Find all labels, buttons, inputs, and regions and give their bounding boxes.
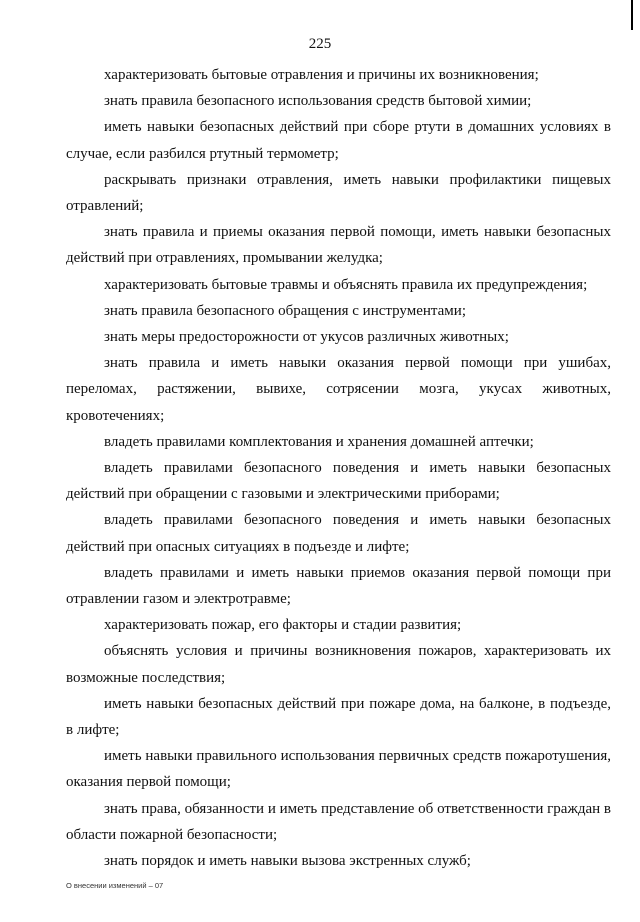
paragraph: знать меры предосторожности от укусов различных животных; bbox=[104, 329, 509, 346]
paragraph: знать правила безопасного обращения с инструментами; bbox=[104, 302, 466, 319]
page-number: 225 bbox=[308, 36, 332, 52]
paragraph: знать правила и приемы оказания первой помощи, иметь навыки безопасных действий при отравлениях, промывании желудка; bbox=[66, 224, 611, 267]
paragraph: иметь навыки правильного использования первичных средств пожаротушения, оказания первой помощи; bbox=[66, 748, 611, 791]
paragraph: характеризовать бытовые отравления и причины их возникновения; bbox=[104, 67, 539, 83]
paragraph: характеризовать пожар, его факторы и стадии развития; bbox=[104, 617, 462, 634]
footer-note: О внесении изменений – 07 bbox=[66, 881, 164, 890]
paragraph: иметь навыки безопасных действий при сборе ртути в домашних условиях в случае, если разбился ртутный термометр; bbox=[66, 119, 611, 162]
document-body bbox=[66, 62, 611, 874]
paragraph: знать права, обязанности и иметь представление об ответственности граждан в области пожарной безопасности; bbox=[66, 800, 611, 843]
paragraph: иметь навыки безопасных действий при пожаре дома, на балконе, в подъезде, в лифте; bbox=[66, 695, 611, 739]
paragraph: знать порядок и иметь навыки вызова экстренных служб; bbox=[104, 853, 471, 870]
paragraph: раскрывать признаки отравления, иметь навыки профилактики пищевых отравлений; bbox=[66, 171, 611, 215]
paragraph: владеть правилами безопасного поведения и иметь навыки безопасных действий при обращении с газовыми и электрическими приборами; bbox=[66, 460, 611, 503]
paragraph: знать правила безопасного использования средств бытовой химии; bbox=[104, 93, 532, 110]
paragraph: владеть правилами комплектования и хранения домашней аптечки; bbox=[104, 433, 534, 450]
paragraph: характеризовать бытовые травмы и объяснять правила их предупреждения; bbox=[104, 276, 588, 293]
paragraph: объяснять условия и причины возникновения пожаров, характеризовать их возможные последствия; bbox=[66, 643, 611, 686]
paragraph: знать правила и иметь навыки оказания первой помощи при ушибах, переломах, растяжении, вывихе, сотрясении мозга, укусах животных, кровотечениях; bbox=[66, 355, 611, 424]
scan-edge-mark bbox=[631, 0, 633, 922]
paragraph: владеть правилами безопасного поведения и иметь навыки безопасных действий при опасных ситуациях в подъезде и лифте; bbox=[66, 512, 611, 555]
paragraph: владеть правилами и иметь навыки приемов оказания первой помощи при отравлении газом и электротравме; bbox=[66, 564, 611, 608]
